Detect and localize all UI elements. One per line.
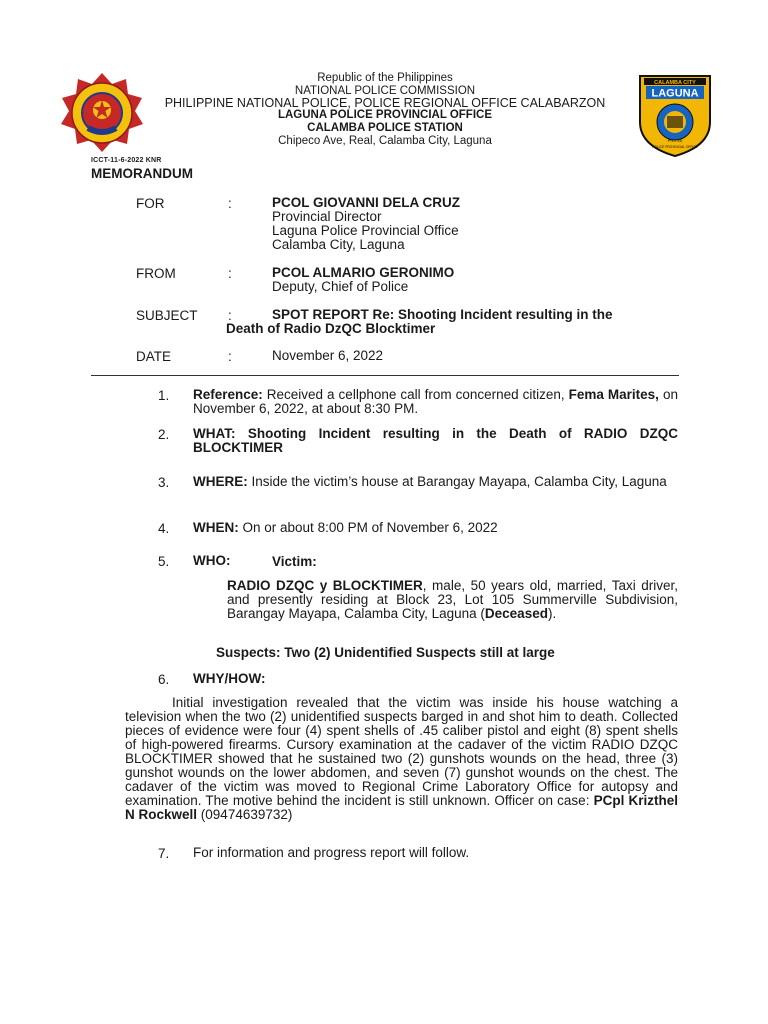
date-colon: : xyxy=(228,349,232,364)
where-label: WHERE: xyxy=(193,474,248,489)
item-number: 5. xyxy=(158,554,170,569)
officer-on-case: PCpl Krizthel N Rockwell xyxy=(125,793,678,822)
victim-status: Deceased xyxy=(484,606,548,621)
suspects-line: Suspects: Two (2) Unidentified Suspects still at large xyxy=(216,645,555,660)
from-line: Deputy, Chief of Police xyxy=(272,279,409,294)
svg-text:LAGUNA: LAGUNA xyxy=(651,87,699,100)
for-label: FOR xyxy=(136,196,165,211)
item-reference xyxy=(193,388,678,416)
why-how-label: WHY/HOW: xyxy=(193,671,266,686)
header-station: CALAMBA POLICE STATION xyxy=(307,122,463,134)
item-number: 4. xyxy=(158,521,170,536)
officer-phone: (09474639732) xyxy=(200,807,293,822)
item-number: 7. xyxy=(158,846,170,861)
header-pnp-region: PHILIPPINE NATIONAL POLICE, POLICE REGIONAL OFFICE CALABARZON xyxy=(164,96,606,110)
when-text: On or about 8:00 PM of November 6, 2022 xyxy=(242,520,498,535)
item-number: 2. xyxy=(158,427,170,442)
item-when xyxy=(193,521,678,535)
subject-line-1: SPOT REPORT Re: Shooting Incident resulting in the xyxy=(272,307,613,322)
item-where xyxy=(193,475,678,489)
victim-end: ). xyxy=(547,606,557,621)
date-label: DATE xyxy=(136,349,172,364)
for-name: PCOL GIOVANNI DELA CRUZ xyxy=(272,195,461,210)
svg-text:POLICE PROVINCIAL OFFICE: POLICE PROVINCIAL OFFICE xyxy=(652,145,698,149)
subject-label: SUBJECT xyxy=(136,308,198,323)
item-number: 1. xyxy=(158,388,170,403)
item-number: 6. xyxy=(158,672,170,687)
narrative-text: Initial investigation revealed that the victim was inside his house watching a television when the two (2) unidentified suspects barged in and shot him to death. Collected pieces of evidence were four (4) spent shells of .45 caliber pistol and eight (8) spent shells of high-powered firearms. Cursory examination at the cadaver of the victim RADIO DZQC BLOCKTIMER showed that he sustained two (2) gunshots wounds on the head, three (3) gunshot wounds on the lower abdomen, and seven (7) gunshot wounds on the chest. The cadaver of the victim was moved to Regional Crime Laboratory Office for autopsy and examination. The motive behind the incident is still unknown. Officer on case: xyxy=(125,695,678,808)
header-provincial-office: LAGUNA POLICE PROVINCIAL OFFICE xyxy=(277,109,493,121)
victim-details xyxy=(227,579,678,621)
victim-name: RADIO DZQC y BLOCKTIMER xyxy=(227,578,423,593)
header-divider xyxy=(91,375,679,376)
svg-text:PRO 4A: PRO 4A xyxy=(667,138,683,143)
subject-line-2: Death of Radio DzQC Blocktimer xyxy=(226,321,436,336)
for-line: Provincial Director xyxy=(272,209,382,224)
date-value: November 6, 2022 xyxy=(272,348,384,363)
from-colon: : xyxy=(228,266,232,281)
svg-text:CALAMBA CITY: CALAMBA CITY xyxy=(654,80,696,86)
reference-text: Received a cellphone call from concerned citizen, xyxy=(266,387,565,402)
victim-description: , male, 50 years old, married, Taxi driver, and presently residing at Block 23, Lot 105 Summerville Subdivision, Barangay Mayapa, Calamba City, Laguna ( xyxy=(227,578,678,621)
for-colon: : xyxy=(228,196,232,211)
item-number: 3. xyxy=(158,475,170,490)
reference-time: on November 6, 2022, at about 8:30 PM. xyxy=(193,387,678,416)
item-what: WHAT: Shooting Incident resulting in the Death of RADIO DZQC BLOCKTIMER xyxy=(193,426,678,455)
for-line: Calamba City, Laguna xyxy=(272,237,405,252)
from-name: PCOL ALMARIO GERONIMO xyxy=(272,265,455,280)
document-code: ICCT-11-6-2022 KNR xyxy=(91,157,162,164)
memorandum-title: MEMORANDUM xyxy=(91,166,193,181)
victim-label: Victim: xyxy=(272,554,317,569)
where-text: Inside the victim’s house at Barangay Mayapa, Calamba City, Laguna xyxy=(251,474,667,489)
header-napolcom: NATIONAL POLICE COMMISSION xyxy=(294,85,476,97)
reference-label: Reference: xyxy=(193,387,263,402)
header-republic: Republic of the Philippines xyxy=(317,72,453,84)
who-label: WHO: xyxy=(193,553,231,568)
reference-caller: Fema Marites, xyxy=(568,387,659,402)
why-how-narrative xyxy=(125,696,678,822)
laguna-ppo-badge-logo xyxy=(636,72,714,158)
for-line: Laguna Police Provincial Office xyxy=(272,223,459,238)
when-label: WHEN: xyxy=(193,520,239,535)
item-closing: For information and progress report will follow. xyxy=(193,845,470,860)
from-label: FROM xyxy=(136,266,176,281)
subject-colon: : xyxy=(228,308,232,323)
header-address: Chipeco Ave, Real, Calamba City, Laguna xyxy=(278,135,492,147)
